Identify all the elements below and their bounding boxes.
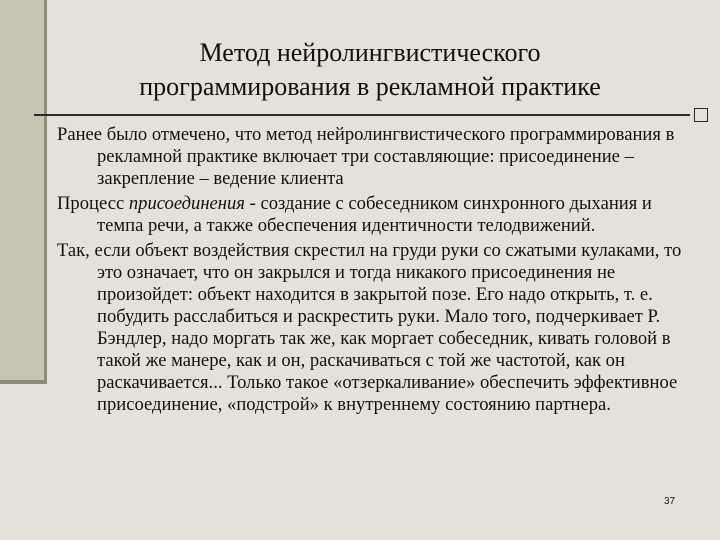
paragraph-2-rest: - создание с собеседником синхронного дыхания и темпа речи, а также обеспечения идентичности телодвижений. bbox=[97, 193, 652, 236]
paragraph-1: Ранее было отмечено, что метод нейролингвистического программирования в рекламной практике включает три составляющие: присоединение – закрепление – ведение клиента bbox=[57, 124, 675, 189]
left-bar-foot bbox=[0, 380, 47, 384]
title-underline bbox=[34, 114, 676, 116]
corner-square-decoration bbox=[694, 108, 708, 122]
paragraph-3: Так, если объект воздействия скрестил на груди руки со сжатыми кулаками, то это означает, что он закрылся и тогда никакого присоединения не произойдет: объект находится в закрытой позе. Его надо открыть, т. е. побудить расслабиться и раскрестить руки. Мало того, подчеркивает Р. Бэндлер, надо моргать так же, как моргает собеседник, кивать головой в такой же манере, как и он, раскачиваться с той же частотой, как он раскачивается... Только такое «отзеркаливание» обеспечить эффективное присоединение, «подстрой» к внутреннему состоянию партнера. bbox=[57, 240, 682, 415]
left-decorative-bar bbox=[0, 0, 47, 383]
title-line-1: Метод нейролингвистического bbox=[199, 38, 541, 67]
paragraph-2 bbox=[57, 193, 692, 237]
paragraph-2-prefix: Процесс bbox=[57, 193, 129, 214]
slide-body bbox=[57, 124, 692, 419]
title-line-2: программирования в рекламной практике bbox=[139, 72, 601, 101]
title-underline-extension bbox=[676, 114, 690, 116]
slide-title bbox=[60, 36, 680, 104]
page-number: 37 bbox=[664, 496, 676, 507]
paragraph-2-term: присоединения bbox=[128, 193, 245, 214]
